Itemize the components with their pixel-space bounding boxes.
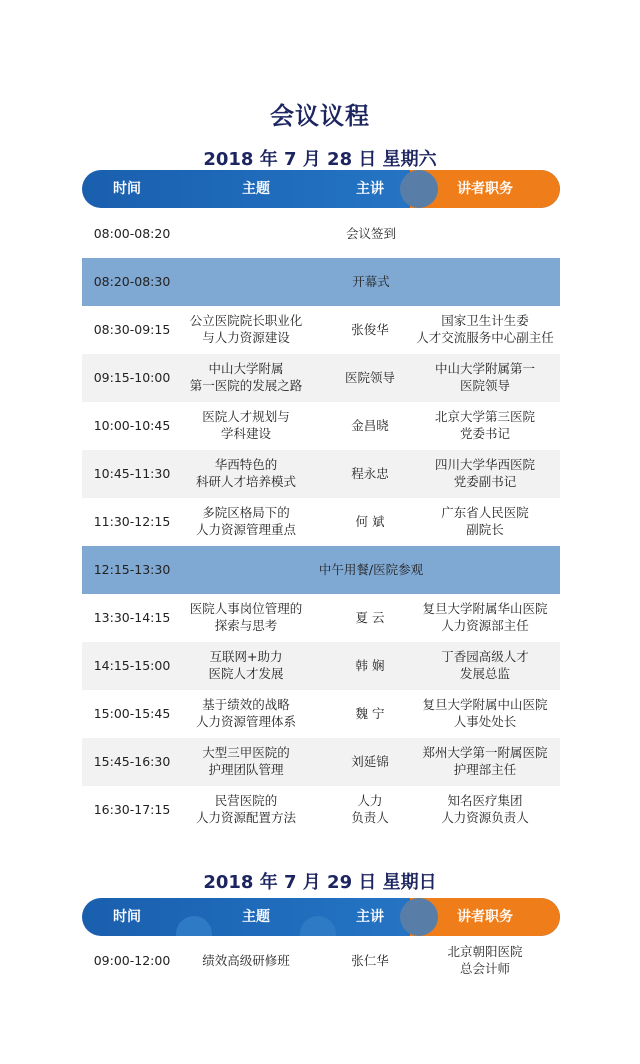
schedule-row [82,938,560,984]
row-time: 16:30-17:15 [93,801,171,817]
row-topic [182,690,310,738]
row-speaker-role [410,450,560,498]
topic-line: 民营医院的 [214,793,278,809]
schedule-row [82,354,560,402]
row-speaker [320,738,420,786]
header-time: 时间 [113,909,141,925]
role-line: 复旦大学附属华山医院 [422,601,548,617]
speaker-line: 负责人 [351,810,389,825]
role-line: 知名医疗集团 [447,793,523,809]
topic-line: 第一医院的发展之路 [189,378,303,393]
speaker-line: 程永忠 [351,465,389,481]
row-speaker [320,786,420,834]
role-line: 党委书记 [459,426,510,441]
row-time: 10:45-11:30 [93,465,171,481]
speaker-line: 人力 [357,793,383,809]
topic-line: 与人力资源建设 [202,330,290,345]
row-topic [182,450,310,498]
row-speaker-role [410,938,560,984]
topic-line: 护理团队管理 [208,762,284,777]
speaker-line: 刘延锦 [351,753,389,769]
topic-line: 人力资源管理体系 [195,714,296,729]
role-line: 人力资源负责人 [441,810,529,825]
topic-line: 绩效高级研修班 [202,952,290,968]
row-event: 会议签到 [345,225,396,241]
row-time: 12:15-13:30 [93,561,171,577]
header-role: 讲者职务 [457,181,513,197]
role-line: 护理部主任 [453,762,517,777]
row-speaker-role [410,594,560,642]
schedule-row [82,642,560,690]
day1-header-bar [82,170,560,208]
topic-line: 中山大学附属 [208,361,284,377]
row-speaker [320,354,420,402]
topic-line: 互联网+助力 [209,649,283,665]
role-line: 人才交流服务中心副主任 [416,330,554,345]
row-time: 13:30-14:15 [93,609,171,625]
schedule-row [82,738,560,786]
row-time: 11:30-12:15 [93,513,171,529]
row-time: 14:15-15:00 [93,657,171,673]
row-speaker [320,690,420,738]
schedule-row [82,306,560,354]
schedule-row [82,258,560,306]
speaker-line: 张俊华 [351,321,389,337]
row-time: 08:00-08:20 [93,225,171,241]
speaker-line: 何 斌 [355,513,385,529]
topic-line: 探索与思考 [214,618,278,633]
role-line: 北京朝阳医院 [447,944,523,960]
header-role: 讲者职务 [457,909,513,925]
row-time: 08:20-08:30 [93,273,171,289]
role-line: 北京大学第三医院 [434,409,535,425]
schedule-row [82,402,560,450]
speaker-line: 魏 宁 [355,705,385,721]
row-speaker-role [410,498,560,546]
row-speaker [320,594,420,642]
day2-header-bar [82,898,560,936]
topic-line: 人力资源配置方法 [195,810,296,825]
topic-line: 大型三甲医院的 [202,745,290,761]
header-speaker: 主讲 [356,909,384,925]
speaker-line: 医院领导 [344,369,395,385]
role-line: 国家卫生计生委 [441,313,529,329]
topic-line: 医院人才发展 [208,666,284,681]
row-speaker-role [410,402,560,450]
topic-line: 多院区格局下的 [202,505,290,521]
speaker-line: 夏 云 [355,609,385,625]
row-speaker-role [410,786,560,834]
row-event: 中午用餐/医院参观 [318,561,424,577]
row-speaker-role [410,690,560,738]
topic-line: 华西特色的 [214,457,278,473]
role-line: 总会计师 [459,961,510,976]
schedule-row [82,450,560,498]
role-line: 丁香园高级人才 [441,649,529,665]
header-topic: 主题 [242,909,270,925]
row-time: 09:00-12:00 [93,952,171,968]
topic-line: 医院人事岗位管理的 [189,601,303,617]
header-topic: 主题 [242,181,270,197]
schedule-row [82,690,560,738]
page-title: 会议议程 [270,102,370,130]
role-line: 郑州大学第一附属医院 [422,745,548,761]
row-event: 开幕式 [352,273,390,289]
speaker-line: 金昌晓 [351,417,389,433]
topic-line: 人力资源管理重点 [195,522,296,537]
role-line: 四川大学华西医院 [434,457,535,473]
row-topic [182,306,310,354]
row-speaker [320,306,420,354]
topic-line: 学科建设 [220,426,271,441]
row-time: 10:00-10:45 [93,417,171,433]
role-line: 复旦大学附属中山医院 [422,697,548,713]
role-line: 党委副书记 [453,474,517,489]
role-line: 医院领导 [459,378,510,393]
row-time: 15:45-16:30 [93,753,171,769]
schedule-row [82,498,560,546]
row-topic [182,354,310,402]
day1-title: 2018 年 7 月 28 日 星期六 [203,149,437,170]
header-time: 时间 [113,181,141,197]
row-time: 08:30-09:15 [93,321,171,337]
schedule-row [82,786,560,834]
row-speaker [320,498,420,546]
speaker-line: 张仁华 [351,952,389,968]
topic-line: 公立医院院长职业化 [189,313,303,329]
topic-line: 医院人才规划与 [202,409,290,425]
topic-line: 基于绩效的战略 [202,697,290,713]
row-speaker-role [410,306,560,354]
schedule-row [82,594,560,642]
row-speaker [320,938,420,984]
role-line: 发展总监 [459,666,510,681]
row-speaker [320,642,420,690]
role-line: 副院长 [466,522,504,537]
row-time: 15:00-15:45 [93,705,171,721]
role-line: 中山大学附属第一 [434,361,535,377]
header-speaker: 主讲 [356,181,384,197]
schedule-row [82,546,560,594]
row-time: 09:15-10:00 [93,369,171,385]
row-speaker-role [410,354,560,402]
speaker-line: 韩 娴 [355,657,385,673]
row-topic [182,738,310,786]
row-speaker [320,402,420,450]
row-topic [182,938,310,984]
row-topic [182,642,310,690]
role-line: 广东省人民医院 [441,505,529,521]
row-topic [182,498,310,546]
row-topic [182,786,310,834]
schedule-row [82,212,560,256]
role-line: 人事处处长 [453,714,517,729]
role-line: 人力资源部主任 [441,618,529,633]
row-speaker [320,450,420,498]
row-speaker-role [410,642,560,690]
day2-title: 2018 年 7 月 29 日 星期日 [203,872,437,893]
row-speaker-role [410,738,560,786]
topic-line: 科研人才培养模式 [195,474,296,489]
row-topic [182,594,310,642]
row-topic [182,402,310,450]
